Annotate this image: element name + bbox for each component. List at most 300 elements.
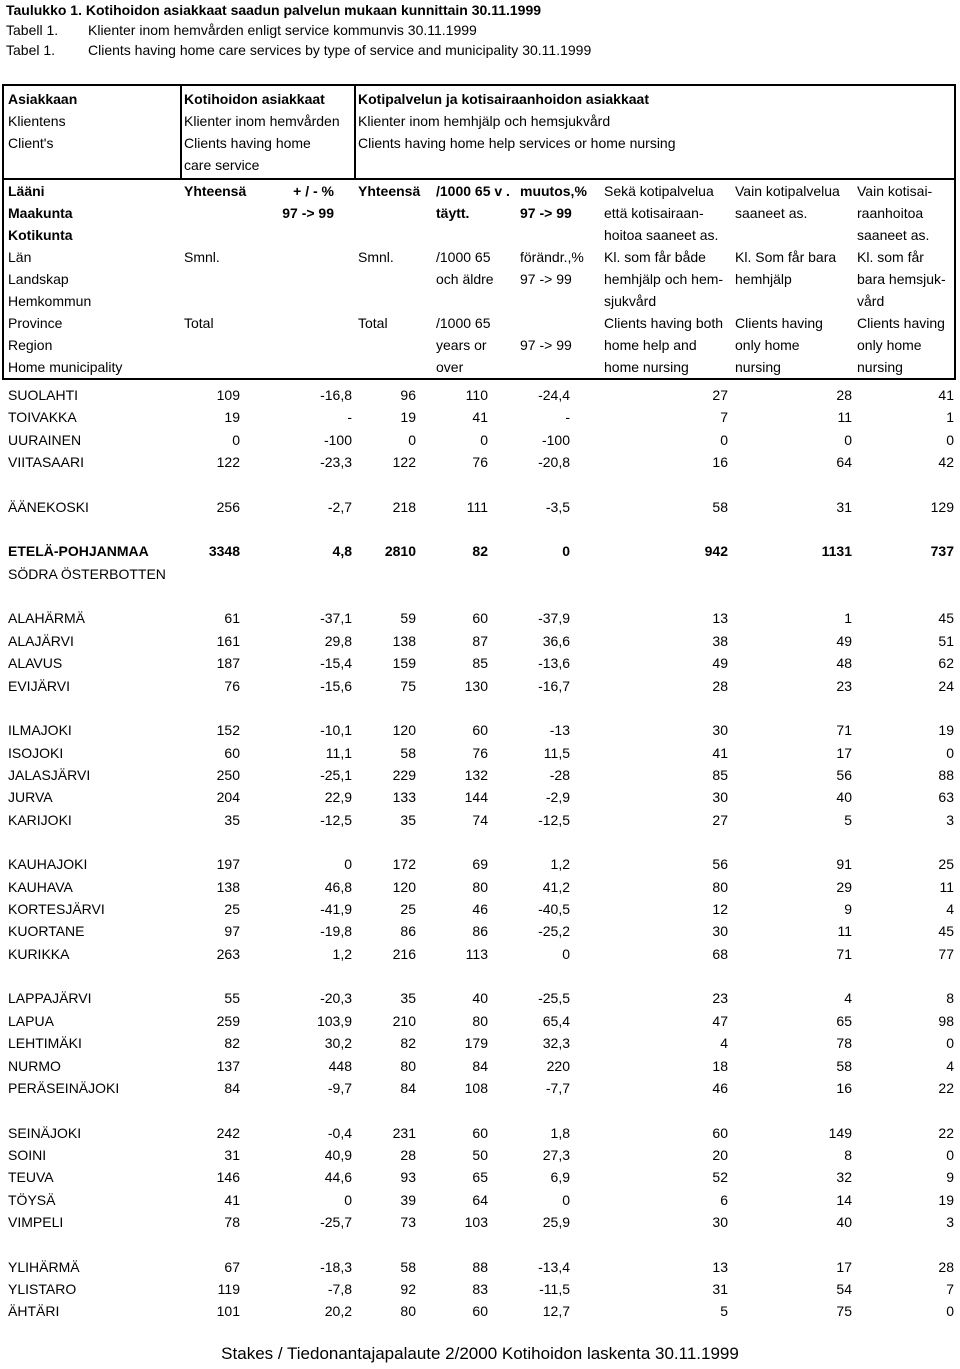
table-cell: 41 bbox=[224, 1192, 240, 1208]
table-cell: -3,5 bbox=[545, 499, 570, 515]
table-cell: -2,7 bbox=[327, 499, 352, 515]
table-cell: 1 bbox=[844, 610, 852, 626]
table-cell: 161 bbox=[216, 633, 240, 649]
municipality-name: ISOJOKI bbox=[8, 745, 64, 761]
table-cell: 82 bbox=[400, 1035, 416, 1051]
municipality-name: TEUVA bbox=[8, 1169, 54, 1185]
table-cell: 41,2 bbox=[542, 879, 570, 895]
table-cell: 229 bbox=[392, 767, 416, 783]
municipality-name: SUOLAHTI bbox=[8, 387, 79, 403]
table-cell: 51 bbox=[938, 633, 954, 649]
table-cell: 0 bbox=[844, 432, 852, 448]
table-cell: 55 bbox=[224, 990, 240, 1006]
table-cell: 35 bbox=[400, 990, 416, 1006]
table-cell: 61 bbox=[224, 610, 240, 626]
table-cell: 30 bbox=[712, 923, 728, 939]
table-cell: -13 bbox=[549, 722, 570, 738]
header-area-label: Hemkommun bbox=[8, 293, 92, 309]
header-both-label: Clients having both bbox=[604, 315, 724, 331]
table-cell: 108 bbox=[464, 1080, 488, 1096]
table-row bbox=[0, 943, 960, 965]
title-sv: Tabell 1. Klienter inom hemvården enligt service kommunvis 30.11.1999 bbox=[6, 22, 477, 38]
table-cell: 80 bbox=[472, 879, 488, 895]
table-cell: -19,8 bbox=[320, 923, 352, 939]
table-cell: 263 bbox=[216, 946, 240, 962]
header-both-label: hemhjälp och hem- bbox=[604, 271, 724, 287]
table-row bbox=[0, 384, 960, 406]
municipality-name: ALAHÄRMÄ bbox=[8, 610, 86, 626]
header-homecare-label: Clients having home bbox=[184, 135, 311, 151]
table-cell: 86 bbox=[400, 923, 416, 939]
table-cell: 92 bbox=[400, 1281, 416, 1297]
header-onlyhelp-label: nursing bbox=[735, 359, 781, 375]
table-cell: 28 bbox=[712, 678, 728, 694]
table-cell: - bbox=[565, 409, 570, 425]
municipality-name: PERÄSEINÄJOKI bbox=[8, 1080, 120, 1096]
table-cell: 942 bbox=[704, 543, 728, 559]
table-row bbox=[0, 1166, 960, 1188]
table-cell: 75 bbox=[400, 678, 416, 694]
table-row bbox=[0, 451, 960, 473]
table-row bbox=[0, 764, 960, 786]
table-cell: 30 bbox=[712, 1214, 728, 1230]
table-cell: 122 bbox=[216, 454, 240, 470]
header-client-label: Klientens bbox=[8, 113, 66, 129]
table-cell: 32,3 bbox=[542, 1035, 570, 1051]
table-cell: 49 bbox=[836, 633, 852, 649]
header-services-label: Clients having home help services or home nursing bbox=[358, 135, 676, 151]
table-cell: 76 bbox=[472, 454, 488, 470]
table-row bbox=[0, 496, 960, 518]
table-cell: 149 bbox=[828, 1125, 852, 1141]
table-cell: 159 bbox=[392, 655, 416, 671]
table-cell: 75 bbox=[836, 1303, 852, 1319]
header-per1000-label: /1000 65 bbox=[436, 249, 491, 265]
table-row bbox=[0, 1256, 960, 1278]
header-onlynurse-label: bara hemsjuk- bbox=[857, 271, 946, 287]
municipality-name: TÖYSÄ bbox=[8, 1192, 56, 1208]
table-cell: 109 bbox=[216, 387, 240, 403]
table-cell: 41 bbox=[472, 409, 488, 425]
table-cell: 9 bbox=[844, 901, 852, 917]
table-cell: 22 bbox=[938, 1125, 954, 1141]
table-cell: 1,2 bbox=[550, 856, 570, 872]
table-cell: 84 bbox=[400, 1080, 416, 1096]
table-row bbox=[0, 1300, 960, 1322]
header-total-label: Smnl. bbox=[358, 249, 394, 265]
table-cell: 32 bbox=[836, 1169, 852, 1185]
table-cell: 6,9 bbox=[550, 1169, 570, 1185]
table-cell: 96 bbox=[400, 387, 416, 403]
table-cell: 58 bbox=[400, 1259, 416, 1275]
table-cell: 45 bbox=[938, 923, 954, 939]
table-cell: 52 bbox=[712, 1169, 728, 1185]
table-cell: 220 bbox=[546, 1058, 570, 1074]
table-cell: 49 bbox=[712, 655, 728, 671]
table-row bbox=[0, 876, 960, 898]
header-onlynurse-label: Clients having bbox=[857, 315, 945, 331]
table-cell: 93 bbox=[400, 1169, 416, 1185]
header-area-label: Region bbox=[8, 337, 53, 353]
table-cell: 40,9 bbox=[324, 1147, 352, 1163]
table-row bbox=[0, 607, 960, 629]
table-cell: 84 bbox=[224, 1080, 240, 1096]
table-cell: 88 bbox=[472, 1259, 488, 1275]
municipality-name: EVIJÄRVI bbox=[8, 678, 70, 694]
table-cell: 30 bbox=[712, 722, 728, 738]
table-cell: 4 bbox=[844, 990, 852, 1006]
table-cell: -2,9 bbox=[545, 789, 570, 805]
table-cell: -13,4 bbox=[538, 1259, 570, 1275]
table-cell: 23 bbox=[836, 678, 852, 694]
municipality-name: KUORTANE bbox=[8, 923, 85, 939]
municipality-name: VIITASAARI bbox=[8, 454, 84, 470]
header-area-label: Home municipality bbox=[8, 359, 123, 375]
table-row bbox=[0, 809, 960, 831]
table-row bbox=[0, 540, 960, 562]
table-cell: 122 bbox=[392, 454, 416, 470]
table-cell: -12,5 bbox=[538, 812, 570, 828]
table-cell: 88 bbox=[938, 767, 954, 783]
table-cell: 0 bbox=[562, 946, 570, 962]
table-cell: 22,9 bbox=[324, 789, 352, 805]
table-row bbox=[0, 652, 960, 674]
table-cell: -18,3 bbox=[320, 1259, 352, 1275]
header-onlyhelp-label: only home bbox=[735, 337, 800, 353]
table-row bbox=[0, 429, 960, 451]
table-cell: 3348 bbox=[208, 543, 240, 559]
municipality-name: KAUHAJOKI bbox=[8, 856, 88, 872]
table-cell: 25 bbox=[224, 901, 240, 917]
header-onlyhelp-label: Kl. Som får bara bbox=[735, 249, 837, 265]
table-cell: 56 bbox=[836, 767, 852, 783]
header-homecare-label: care service bbox=[184, 157, 260, 173]
header-divider bbox=[354, 86, 356, 178]
table-cell: 25 bbox=[400, 901, 416, 917]
table-cell: 119 bbox=[217, 1281, 240, 1297]
table-cell: -23,3 bbox=[320, 454, 352, 470]
municipality-name: ILMAJOKI bbox=[8, 722, 72, 738]
table-cell: 216 bbox=[392, 946, 416, 962]
table-cell: 5 bbox=[844, 812, 852, 828]
header-area-label: Kotikunta bbox=[8, 227, 73, 243]
table-cell: 4 bbox=[720, 1035, 728, 1051]
table-cell: 113 bbox=[465, 946, 488, 962]
table-cell: 152 bbox=[216, 722, 240, 738]
header-change-label: 97 -> 99 bbox=[520, 337, 572, 353]
table-cell: 68 bbox=[712, 946, 728, 962]
municipality-name: KAUHAVA bbox=[8, 879, 73, 895]
header-change-label: förändr.,% bbox=[520, 249, 584, 265]
table-cell: 242 bbox=[216, 1125, 240, 1141]
table-cell: 76 bbox=[472, 745, 488, 761]
table-cell: 23 bbox=[712, 990, 728, 1006]
table-cell: 87 bbox=[472, 633, 488, 649]
table-cell: 60 bbox=[224, 745, 240, 761]
header-area-label: Lääni bbox=[8, 183, 45, 199]
table-cell: 13 bbox=[712, 610, 728, 626]
table-cell: 65,4 bbox=[542, 1013, 570, 1029]
table-cell: 2810 bbox=[384, 543, 416, 559]
municipality-name: YLIHÄRMÄ bbox=[8, 1259, 80, 1275]
table-cell: -20,3 bbox=[320, 990, 352, 1006]
header-per1000-label: years or bbox=[436, 337, 487, 353]
table-cell: 83 bbox=[472, 1281, 488, 1297]
header-onlynurse-label: Vain kotisai- bbox=[857, 183, 933, 199]
municipality-name: KORTESJÄRVI bbox=[8, 901, 105, 917]
table-cell: 144 bbox=[464, 789, 488, 805]
table-cell: 204 bbox=[216, 789, 240, 805]
table-cell: 40 bbox=[836, 1214, 852, 1230]
table-cell: 138 bbox=[216, 879, 240, 895]
table-cell: 27,3 bbox=[542, 1147, 570, 1163]
table-cell: 31 bbox=[224, 1147, 240, 1163]
header-both-label: home help and bbox=[604, 337, 697, 353]
table-cell: 24 bbox=[938, 678, 954, 694]
header-both-label: home nursing bbox=[604, 359, 689, 375]
table-cell: 17 bbox=[836, 1259, 852, 1275]
table-cell: -15,6 bbox=[320, 678, 352, 694]
table-row bbox=[0, 1189, 960, 1211]
table-cell: 9 bbox=[946, 1169, 954, 1185]
municipality-name: NURMO bbox=[8, 1058, 61, 1074]
table-cell: -10,1 bbox=[320, 722, 352, 738]
table-cell: 82 bbox=[224, 1035, 240, 1051]
table-cell: 7 bbox=[720, 409, 728, 425]
table-cell: -40,5 bbox=[538, 901, 570, 917]
table-cell: 69 bbox=[472, 856, 488, 872]
table-row bbox=[0, 719, 960, 741]
table-cell: 0 bbox=[232, 432, 240, 448]
table-cell: 25,9 bbox=[542, 1214, 570, 1230]
table-cell: 14 bbox=[836, 1192, 852, 1208]
header-onlynurse-label: only home bbox=[857, 337, 922, 353]
table-cell: 19 bbox=[938, 722, 954, 738]
table-cell: 58 bbox=[400, 745, 416, 761]
table-cell: 41 bbox=[938, 387, 954, 403]
table-cell: -25,2 bbox=[538, 923, 570, 939]
table-cell: 29,8 bbox=[324, 633, 352, 649]
table-cell: -11,5 bbox=[539, 1281, 570, 1297]
municipality-name: ALAVUS bbox=[8, 655, 63, 671]
table-cell: 62 bbox=[938, 655, 954, 671]
table-cell: 41 bbox=[712, 745, 728, 761]
table-cell: 60 bbox=[472, 1125, 488, 1141]
table-cell: 35 bbox=[224, 812, 240, 828]
table-cell: 30 bbox=[712, 789, 728, 805]
table-cell: - bbox=[347, 409, 352, 425]
table-cell: 197 bbox=[216, 856, 240, 872]
table-cell: 12 bbox=[712, 901, 728, 917]
municipality-name: LAPUA bbox=[8, 1013, 54, 1029]
table-cell: 8 bbox=[844, 1147, 852, 1163]
table-cell: -37,9 bbox=[538, 610, 570, 626]
table-cell: 80 bbox=[712, 879, 728, 895]
header-area-label: Landskap bbox=[8, 271, 69, 287]
header-change-label: 97 -> 99 bbox=[520, 205, 572, 221]
header-total-label: Smnl. bbox=[184, 249, 220, 265]
table-cell: 146 bbox=[216, 1169, 240, 1185]
table-cell: -24,4 bbox=[538, 387, 570, 403]
table-cell: 4,8 bbox=[332, 543, 352, 559]
table-cell: 103 bbox=[464, 1214, 488, 1230]
table-cell: 80 bbox=[472, 1013, 488, 1029]
table-cell: -13,6 bbox=[538, 655, 570, 671]
municipality-name: SEINÄJOKI bbox=[8, 1125, 82, 1141]
table-cell: -12,5 bbox=[320, 812, 352, 828]
table-cell: 20,2 bbox=[324, 1303, 352, 1319]
table-cell: 40 bbox=[836, 789, 852, 805]
table-cell: 85 bbox=[712, 767, 728, 783]
table-row bbox=[0, 406, 960, 428]
header-change-label: 97 -> 99 bbox=[282, 205, 334, 221]
header-total-label: Total bbox=[184, 315, 214, 331]
table-cell: 58 bbox=[836, 1058, 852, 1074]
municipality-name: SOINI bbox=[8, 1147, 47, 1163]
table-row bbox=[0, 1010, 960, 1032]
table-cell: 39 bbox=[400, 1192, 416, 1208]
header-onlyhelp-label: Clients having bbox=[735, 315, 823, 331]
table-cell: 3 bbox=[946, 812, 954, 828]
table-cell: 17 bbox=[836, 745, 852, 761]
table-cell: 22 bbox=[938, 1080, 954, 1096]
table-row bbox=[0, 1278, 960, 1300]
title-en: Tabel 1. Clients having home care services by type of service and municipality 30.11.1999 bbox=[6, 42, 592, 58]
table-cell: 0 bbox=[946, 745, 954, 761]
table-cell: 137 bbox=[216, 1058, 240, 1074]
table-cell: 110 bbox=[465, 387, 488, 403]
table-cell: 30,2 bbox=[324, 1035, 352, 1051]
table-row bbox=[0, 1211, 960, 1233]
municipality-name: KARIJOKI bbox=[8, 812, 72, 828]
table-cell: 0 bbox=[408, 432, 416, 448]
header-per1000-label: och äldre bbox=[436, 271, 494, 287]
table-cell: 250 bbox=[216, 767, 240, 783]
table-cell: 38 bbox=[712, 633, 728, 649]
table-row bbox=[0, 675, 960, 697]
table-cell: 111 bbox=[466, 499, 488, 515]
table-cell: 1,8 bbox=[550, 1125, 570, 1141]
table-cell: 27 bbox=[712, 387, 728, 403]
table-cell: 7 bbox=[946, 1281, 954, 1297]
table-cell: -100 bbox=[541, 432, 570, 448]
table-cell: -7,7 bbox=[545, 1080, 570, 1096]
table-cell: -28 bbox=[549, 767, 570, 783]
table-cell: -9,7 bbox=[327, 1080, 352, 1096]
header-per1000-label: /1000 65 bbox=[436, 315, 491, 331]
table-cell: 63 bbox=[938, 789, 954, 805]
table-cell: 40 bbox=[472, 990, 488, 1006]
table-row bbox=[0, 987, 960, 1009]
table-cell: 11,1 bbox=[325, 745, 352, 761]
table-cell: -25,5 bbox=[538, 990, 570, 1006]
table-cell: 130 bbox=[464, 678, 488, 694]
table-cell: 1,2 bbox=[332, 946, 352, 962]
table-cell: 78 bbox=[836, 1035, 852, 1051]
header-total-label: Yhteensä bbox=[184, 183, 247, 199]
header-change-label: muutos,% bbox=[520, 183, 587, 199]
table-cell: 64 bbox=[472, 1192, 488, 1208]
header-onlyhelp-label: saaneet as. bbox=[735, 205, 808, 221]
header-both-label: Sekä kotipalvelua bbox=[604, 183, 714, 199]
table-cell: 187 bbox=[216, 655, 240, 671]
table-titles bbox=[6, 0, 591, 60]
table-cell: 0 bbox=[344, 1192, 352, 1208]
table-cell: 60 bbox=[712, 1125, 728, 1141]
table-cell: 45 bbox=[938, 610, 954, 626]
header-area-label: Maakunta bbox=[8, 205, 73, 221]
header-change-label: 97 -> 99 bbox=[520, 271, 572, 287]
header-change-label: + / - % bbox=[293, 183, 334, 199]
table-cell: 60 bbox=[472, 1303, 488, 1319]
table-cell: 58 bbox=[712, 499, 728, 515]
table-cell: 11 bbox=[837, 923, 852, 939]
table-cell: 60 bbox=[472, 722, 488, 738]
municipality-name: TOIVAKKA bbox=[8, 409, 77, 425]
table-cell: 129 bbox=[930, 499, 954, 515]
table-cell: -37,1 bbox=[320, 610, 352, 626]
table-cell: 25 bbox=[938, 856, 954, 872]
table-cell: 91 bbox=[836, 856, 852, 872]
table-cell: 85 bbox=[472, 655, 488, 671]
table-cell: 28 bbox=[938, 1259, 954, 1275]
header-divider bbox=[180, 86, 182, 178]
table-cell: 11 bbox=[939, 879, 954, 895]
table-cell: 12,7 bbox=[542, 1303, 570, 1319]
table-cell: 11,5 bbox=[543, 745, 570, 761]
header-client-label: Client's bbox=[8, 135, 54, 151]
table-cell: -25,7 bbox=[320, 1214, 352, 1230]
municipality-name: ÄÄNEKOSKI bbox=[8, 499, 89, 515]
table-cell: 218 bbox=[392, 499, 416, 515]
table-cell: 60 bbox=[472, 610, 488, 626]
table-cell: 65 bbox=[472, 1169, 488, 1185]
table-cell: 28 bbox=[400, 1147, 416, 1163]
table-cell: -16,7 bbox=[538, 678, 570, 694]
header-total-label: Total bbox=[358, 315, 388, 331]
table-cell: 172 bbox=[392, 856, 416, 872]
table-cell: 73 bbox=[400, 1214, 416, 1230]
municipality-name: VIMPELI bbox=[8, 1214, 64, 1230]
table-row bbox=[0, 1077, 960, 1099]
page-footer: Stakes / Tiedonantajapalaute 2/2000 Kotihoidon laskenta 30.11.1999 bbox=[221, 1344, 739, 1363]
table-cell: 31 bbox=[712, 1281, 728, 1297]
table-cell: 138 bbox=[392, 633, 416, 649]
header-onlynurse-label: vård bbox=[857, 293, 885, 309]
table-cell: 16 bbox=[712, 454, 728, 470]
table-cell: 103,9 bbox=[316, 1013, 352, 1029]
table-cell: 0 bbox=[344, 856, 352, 872]
table-cell: 36,6 bbox=[542, 633, 570, 649]
header-area-label: Province bbox=[8, 315, 63, 331]
header-homecare-label: Kotihoidon asiakkaat bbox=[184, 91, 325, 107]
table-cell: 101 bbox=[216, 1303, 240, 1319]
table-cell: 256 bbox=[216, 499, 240, 515]
header-both-label: että kotisairaan- bbox=[604, 205, 704, 221]
table-cell: 0 bbox=[946, 432, 954, 448]
table-cell: 0 bbox=[946, 1147, 954, 1163]
municipality-name: JALASJÄRVI bbox=[8, 767, 91, 783]
table-cell: 1 bbox=[946, 409, 954, 425]
header-both-label: Kl. som får både bbox=[604, 249, 706, 265]
table-cell: 179 bbox=[464, 1035, 488, 1051]
table-cell: 80 bbox=[400, 1058, 416, 1074]
header-per1000-label: /1000 65 v . bbox=[436, 183, 510, 199]
table-cell: 46 bbox=[712, 1080, 728, 1096]
table-cell: -100 bbox=[323, 432, 352, 448]
table-row bbox=[0, 853, 960, 875]
table-cell: 71 bbox=[836, 946, 852, 962]
